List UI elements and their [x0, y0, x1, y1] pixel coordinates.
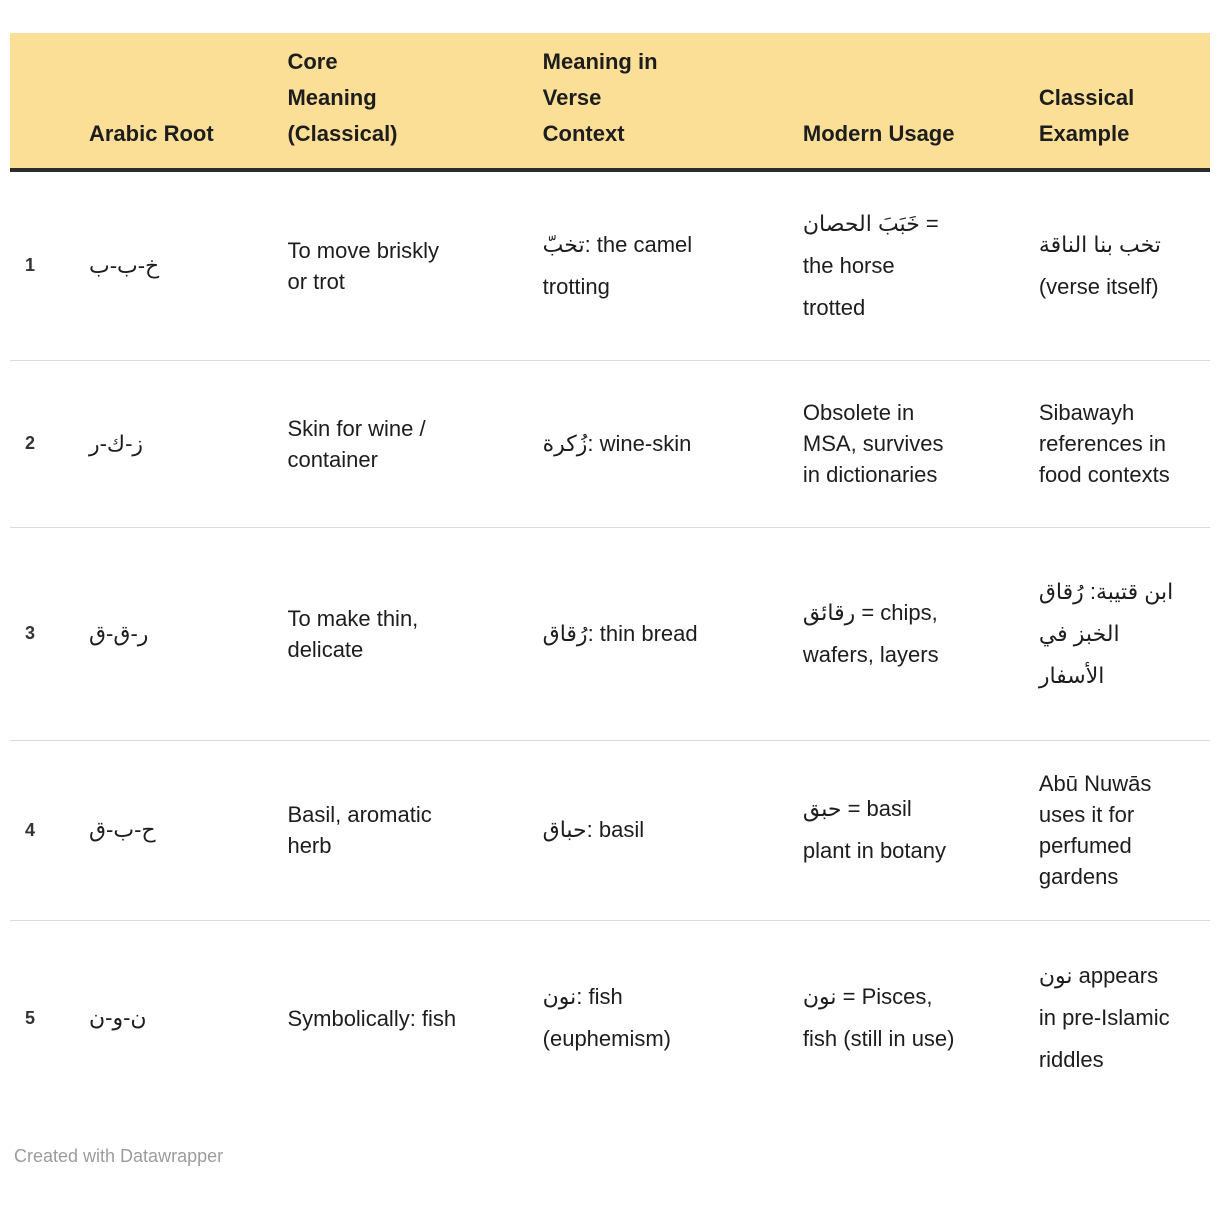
header-row [10, 33, 1210, 170]
cell-row-number: 3 [10, 527, 89, 740]
attribution-footer [14, 1146, 1220, 1167]
table-body [10, 170, 1210, 1116]
cell-verse-meaning: زُكرة: wine-skin [543, 360, 803, 527]
cell-modern-usage: خَبَبَ الحصان = the horse trotted [803, 170, 1039, 360]
table-row [10, 527, 1210, 740]
cell-verse-meaning: نون: fish (euphemism) [542, 984, 672, 1052]
cell-classical-example: Abū Nuwās uses it for perfumed gardens [1039, 740, 1210, 920]
cell-arabic-root: ر-ق-ق [89, 527, 287, 740]
cell-row-number: 5 [25, 1007, 36, 1028]
cell-classical-example: Sibawayh references in food contexts [1039, 360, 1210, 527]
cell-modern-usage: نون = Pisces, fish (still in use) [802, 984, 955, 1052]
table-header [10, 33, 1210, 170]
cell-arabic-root: ز-ك-ر [89, 360, 287, 527]
table-row [10, 740, 1210, 920]
cell-verse-meaning: رُقاق: thin bread [543, 527, 803, 740]
cell-arabic-root: خ-ب-ب [89, 170, 287, 360]
cell-core-meaning: Basil, aromatic herb [287, 740, 542, 920]
cell-verse-meaning: تخبّ: the camel trotting [543, 170, 803, 360]
table-row [10, 920, 1210, 1116]
column-header-modern-usage: Modern Usage [803, 33, 1039, 170]
table-row [10, 360, 1210, 527]
cell-row-number: 2 [10, 360, 89, 527]
cell-classical-example: ابن قتيبة: رُقاق الخبز في الأسفار [1039, 527, 1210, 740]
cell-core-meaning: Skin for wine / container [287, 360, 542, 527]
arabic-roots-table [10, 33, 1210, 1116]
cell-classical-example: نون appears in pre-Islamic riddles [1038, 963, 1170, 1073]
cell-classical-example: تخب بنا الناقة (verse itself) [1039, 170, 1210, 360]
table-row [10, 170, 1210, 360]
column-header-core-meaning: Core Meaning (Classical) [287, 33, 542, 170]
cell-modern-usage: رقائق = chips, wafers, layers [803, 527, 1039, 740]
column-header-verse-meaning: Meaning in Verse Context [543, 33, 803, 170]
cell-core-meaning: To make thin, delicate [287, 527, 542, 740]
cell-verse-meaning: حباق: basil [543, 740, 803, 920]
datawrapper-credit-link[interactable]: Created with Datawrapper [14, 1146, 224, 1166]
cell-row-number: 1 [10, 170, 89, 360]
cell-modern-usage: حبق = basil plant in botany [803, 740, 1039, 920]
cell-core-meaning: To move briskly or trot [287, 170, 542, 360]
cell-modern-usage: Obsolete in MSA, survives in dictionaries [803, 360, 1039, 527]
column-header-classical-example: Classical Example [1039, 33, 1210, 170]
cell-row-number: 4 [10, 740, 89, 920]
cell-arabic-root: ن-و-ن [88, 1005, 147, 1031]
cell-core-meaning: Symbolically: fish [287, 1005, 457, 1031]
datawrapper-table-embed [10, 33, 1210, 1116]
column-header-index [10, 33, 89, 170]
column-header-arabic-root: Arabic Root [89, 33, 287, 170]
cell-arabic-root: ح-ب-ق [89, 740, 287, 920]
